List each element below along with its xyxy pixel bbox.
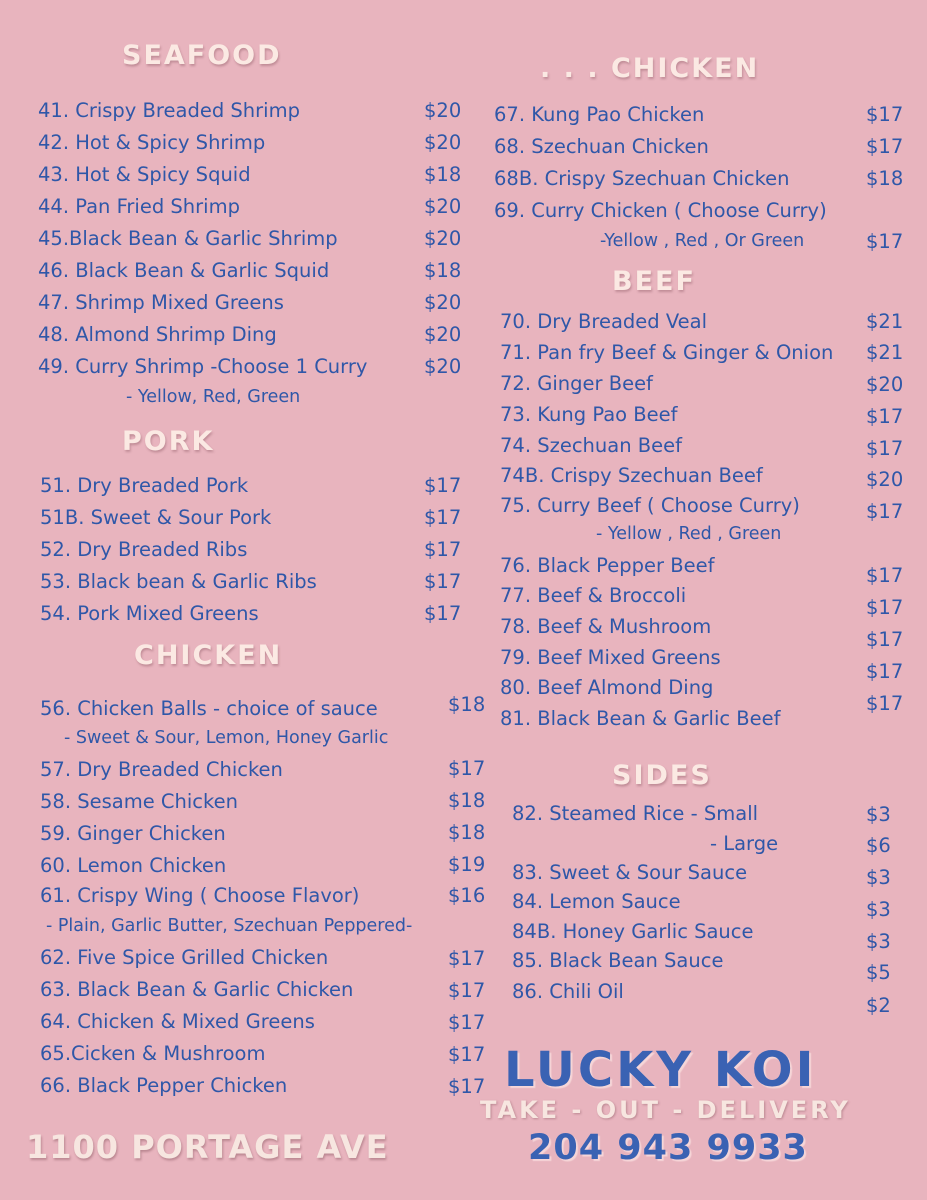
sides-item: - Large xyxy=(710,832,779,855)
chicken-heading: CHICKEN xyxy=(134,640,283,671)
sides-item: 82. Steamed Rice - Small xyxy=(512,802,759,825)
beef-price: $17 xyxy=(866,437,904,460)
beef-item: 77. Beef & Broccoli xyxy=(500,584,687,607)
sides-price: $3 xyxy=(866,898,891,921)
seafood-price: $20 xyxy=(424,131,462,154)
beef-item: 70. Dry Breaded Veal xyxy=(500,310,708,333)
pork-item: 51B. Sweet & Sour Pork xyxy=(40,506,272,529)
seafood-price: $20 xyxy=(424,355,462,378)
chicken-balls-note: - Sweet & Sour, Lemon, Honey Garlic xyxy=(64,728,389,748)
pork-item: 52. Dry Breaded Ribs xyxy=(40,538,248,561)
seafood-price: $18 xyxy=(424,163,462,186)
sides-item: 84. Lemon Sauce xyxy=(512,890,681,913)
seafood-item: 48. Almond Shrimp Ding xyxy=(38,323,277,346)
pork-price: $17 xyxy=(424,602,462,625)
pork-price: $17 xyxy=(424,538,462,561)
pork-price: $17 xyxy=(424,474,462,497)
chicken-price: $17 xyxy=(866,230,904,253)
chicken-price: $17 xyxy=(448,979,486,1002)
beef-item: 79. Beef Mixed Greens xyxy=(500,646,721,669)
beef-curry-note: - Yellow , Red , Green xyxy=(596,524,782,544)
beef-price: $20 xyxy=(866,373,904,396)
beef-item: 72. Ginger Beef xyxy=(500,372,653,395)
beef-heading: BEEF xyxy=(612,266,696,297)
seafood-item: 47. Shrimp Mixed Greens xyxy=(38,291,284,314)
sides-item: 83. Sweet & Sour Sauce xyxy=(512,861,748,884)
chicken-item: 68B. Crispy Szechuan Chicken xyxy=(494,167,790,190)
beef-price: $17 xyxy=(866,596,904,619)
chicken-price: $18 xyxy=(866,167,904,190)
restaurant-name: LUCKY KOI xyxy=(504,1042,817,1098)
pork-item: 54. Pork Mixed Greens xyxy=(40,602,259,625)
chicken-item: 56. Chicken Balls - choice of sauce xyxy=(40,697,378,720)
pork-item: 53. Black bean & Garlic Ribs xyxy=(40,570,317,593)
beef-price: $21 xyxy=(866,341,904,364)
chicken-price: $18 xyxy=(448,693,486,716)
restaurant-address: 1100 PORTAGE AVE xyxy=(26,1128,389,1166)
seafood-item: 46. Black Bean & Garlic Squid xyxy=(38,259,330,282)
seafood-curry-note: - Yellow, Red, Green xyxy=(126,387,301,407)
sides-price: $2 xyxy=(866,994,891,1017)
chicken-item: 65.Cicken & Mushroom xyxy=(40,1042,266,1065)
chicken-price: $17 xyxy=(448,1043,486,1066)
chicken-price: $16 xyxy=(448,884,486,907)
seafood-price: $20 xyxy=(424,323,462,346)
seafood-price: $20 xyxy=(424,291,462,314)
chicken-price: $17 xyxy=(448,757,486,780)
seafood-price: $20 xyxy=(424,227,462,250)
chicken-price: $17 xyxy=(448,947,486,970)
beef-item: 76. Black Pepper Beef xyxy=(500,554,715,577)
chicken-price: $18 xyxy=(448,821,486,844)
beef-item: 74B. Crispy Szechuan Beef xyxy=(500,464,763,487)
chicken-price: $17 xyxy=(866,135,904,158)
chicken-continued-heading: . . . CHICKEN xyxy=(540,53,760,84)
chicken-item: 64. Chicken & Mixed Greens xyxy=(40,1010,315,1033)
chicken-item: 62. Five Spice Grilled Chicken xyxy=(40,946,329,969)
chicken-price: $17 xyxy=(448,1011,486,1034)
seafood-price: $20 xyxy=(424,99,462,122)
chicken-curry-note: -Yellow , Red , Or Green xyxy=(600,231,805,251)
pork-price: $17 xyxy=(424,506,462,529)
beef-price: $17 xyxy=(866,660,904,683)
chicken-item: 60. Lemon Chicken xyxy=(40,854,227,877)
pork-heading: PORK xyxy=(122,426,215,457)
seafood-item: 43. Hot & Spicy Squid xyxy=(38,163,251,186)
beef-item: 80. Beef Almond Ding xyxy=(500,676,714,699)
seafood-item: 49. Curry Shrimp -Choose 1 Curry xyxy=(38,355,368,378)
chicken-wing-note: - Plain, Garlic Butter, Szechuan Peppered- xyxy=(46,916,413,936)
sides-item: 86. Chili Oil xyxy=(512,980,624,1003)
sides-heading: SIDES xyxy=(612,760,712,791)
beef-price: $17 xyxy=(866,500,904,523)
beef-item: 78. Beef & Mushroom xyxy=(500,615,712,638)
chicken-price: $17 xyxy=(866,103,904,126)
beef-item: 74. Szechuan Beef xyxy=(500,434,683,457)
seafood-item: 44. Pan Fried Shrimp xyxy=(38,195,240,218)
pork-item: 51. Dry Breaded Pork xyxy=(40,474,249,497)
pork-price: $17 xyxy=(424,570,462,593)
chicken-item: 61. Crispy Wing ( Choose Flavor) xyxy=(40,884,360,907)
seafood-price: $20 xyxy=(424,195,462,218)
chicken-item: 59. Ginger Chicken xyxy=(40,822,226,845)
beef-price: $20 xyxy=(866,468,904,491)
seafood-item: 45.Black Bean & Garlic Shrimp xyxy=(38,227,338,250)
chicken-item: 68. Szechuan Chicken xyxy=(494,135,709,158)
chicken-price: $19 xyxy=(448,853,486,876)
sides-price: $3 xyxy=(866,803,891,826)
beef-price: $17 xyxy=(866,405,904,428)
seafood-item: 42. Hot & Spicy Shrimp xyxy=(38,131,266,154)
sides-price: $6 xyxy=(866,834,891,857)
seafood-price: $18 xyxy=(424,259,462,282)
beef-item: 81. Black Bean & Garlic Beef xyxy=(500,707,781,730)
chicken-item: 67. Kung Pao Chicken xyxy=(494,103,705,126)
sides-price: $3 xyxy=(866,930,891,953)
sides-price: $3 xyxy=(866,866,891,889)
chicken-item: 66. Black Pepper Chicken xyxy=(40,1074,288,1097)
service-tagline: TAKE - OUT - DELIVERY xyxy=(480,1096,851,1124)
chicken-price: $18 xyxy=(448,789,486,812)
beef-price: $17 xyxy=(866,564,904,587)
chicken-item: 57. Dry Breaded Chicken xyxy=(40,758,283,781)
chicken-item: 69. Curry Chicken ( Choose Curry) xyxy=(494,199,827,222)
chicken-item: 63. Black Bean & Garlic Chicken xyxy=(40,978,354,1001)
chicken-item: 58. Sesame Chicken xyxy=(40,790,238,813)
chicken-price: $17 xyxy=(448,1075,486,1098)
sides-price: $5 xyxy=(866,961,891,984)
sides-item: 84B. Honey Garlic Sauce xyxy=(512,920,754,943)
seafood-item: 41. Crispy Breaded Shrimp xyxy=(38,99,300,122)
seafood-heading: SEAFOOD xyxy=(122,40,282,71)
beef-item: 73. Kung Pao Beef xyxy=(500,403,678,426)
beef-item: 71. Pan fry Beef & Ginger & Onion xyxy=(500,341,834,364)
beef-item: 75. Curry Beef ( Choose Curry) xyxy=(500,494,800,517)
beef-price: $17 xyxy=(866,692,904,715)
beef-price: $21 xyxy=(866,310,904,333)
restaurant-phone: 204 943 9933 xyxy=(528,1128,808,1168)
sides-item: 85. Black Bean Sauce xyxy=(512,949,724,972)
beef-price: $17 xyxy=(866,628,904,651)
